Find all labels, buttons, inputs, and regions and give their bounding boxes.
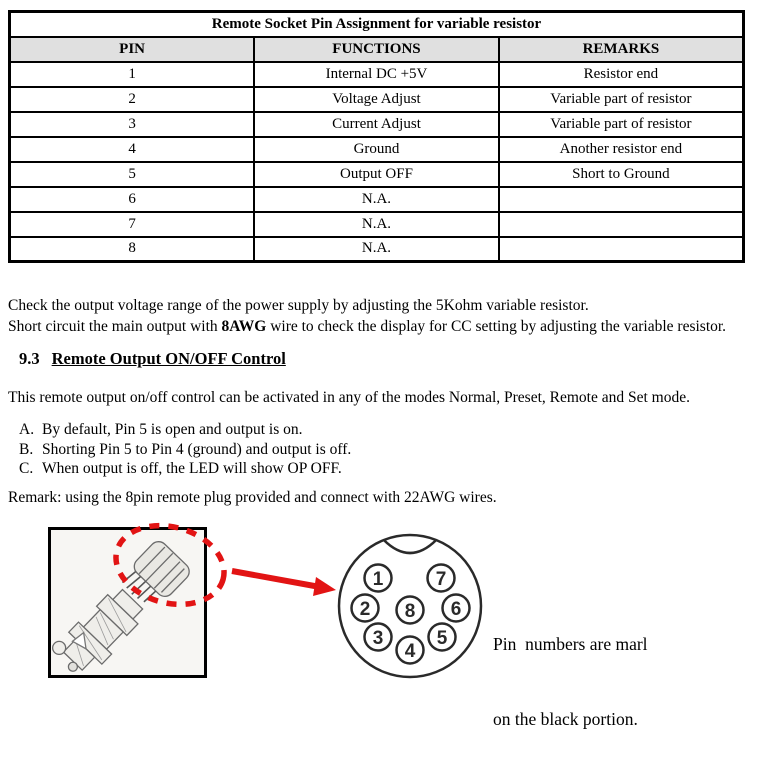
table-row [10,137,744,162]
remark-cell: Short to Ground [499,162,744,187]
pointer-arrow-head [313,577,336,596]
pin-3-label: 3 [372,628,384,649]
list-item-text: When output is off, the LED will show OP OFF. [42,460,342,477]
function-cell: Output OFF [254,162,499,187]
short-circuit-note [8,317,726,337]
remark-cell [499,187,744,212]
pin-5-label: 5 [436,628,448,649]
pin-4-label: 4 [404,641,416,662]
diagram-caption-line2: on the black portion. [493,709,638,729]
list-item-text: Shorting Pin 5 to Pin 4 (ground) and output is off. [42,441,352,458]
pin-cell: 5 [10,162,255,187]
table-header-row [10,37,744,62]
table-row [10,212,744,237]
table-row [10,187,744,212]
list-item [19,460,342,478]
section-heading [19,349,286,369]
function-cell: Ground [254,137,499,162]
list-item-label: A. [19,421,35,438]
function-cell: Voltage Adjust [254,87,499,112]
remark-cell [499,237,744,262]
table-title: Remote Socket Pin Assignment for variable resistor [10,12,744,37]
pin-cell: 6 [10,187,255,212]
intro-paragraph: This remote output on/off control can be activated in any of the modes Normal, Preset, Remote and Set mode. [8,389,690,406]
list-item [19,421,302,439]
pin-2-label: 2 [359,599,371,620]
list-item [19,441,351,459]
pin-cell: 2 [10,87,255,112]
remark-cell: Another resistor end [499,137,744,162]
remark-cell [499,212,744,237]
function-cell: Current Adjust [254,112,499,137]
remark-cell: Variable part of resistor [499,87,744,112]
connector-photo-frame [48,527,207,678]
section-number: 9.3 [19,349,40,368]
remark-cell: Resistor end [499,62,744,87]
connector-plug-sketch [51,530,204,675]
table-row [10,237,744,262]
list-item-label: B. [19,441,34,458]
short-circuit-note-prefix: Short circuit the main output with [8,318,222,335]
pin-assignment-table [8,10,745,263]
diagram-caption-line1: Pin numbers are marl [493,634,648,654]
column-header-functions: FUNCTIONS [254,37,499,62]
pin-8-label: 8 [404,601,416,622]
function-cell: N.A. [254,237,499,262]
table-row [10,112,744,137]
function-cell: N.A. [254,187,499,212]
remark-line: Remark: using the 8pin remote plug provided and connect with 22AWG wires. [8,489,497,506]
pin-cell: 8 [10,237,255,262]
function-cell: N.A. [254,212,499,237]
pin-cell: 7 [10,212,255,237]
list-item-text: By default, Pin 5 is open and output is on. [42,421,303,438]
list-item-label: C. [19,460,34,477]
table-row [10,87,744,112]
pointer-arrow-shaft [232,571,320,587]
pin-circle-diagram [335,531,485,681]
pin-6-label: 6 [450,599,462,620]
table-title-row [10,12,744,37]
pin-cell: 3 [10,112,255,137]
section-title: Remote Output ON/OFF Control [51,349,286,368]
wire-gauge-bold: 8AWG [221,318,267,335]
function-cell: Internal DC +5V [254,62,499,87]
diagram-caption [493,582,648,782]
pin-1-label: 1 [372,569,384,590]
remark-cell: Variable part of resistor [499,112,744,137]
table-row [10,162,744,187]
table-row [10,62,744,87]
column-header-pin: PIN [10,37,255,62]
column-header-remarks: REMARKS [499,37,744,62]
check-voltage-note: Check the output voltage range of the power supply by adjusting the 5Kohm variable resistor. [8,297,589,314]
pin-7-label: 7 [435,569,447,590]
pin-cell: 4 [10,137,255,162]
pin-cell: 1 [10,62,255,87]
short-circuit-note-suffix: wire to check the display for CC setting by adjusting the variable resistor. [266,318,727,335]
